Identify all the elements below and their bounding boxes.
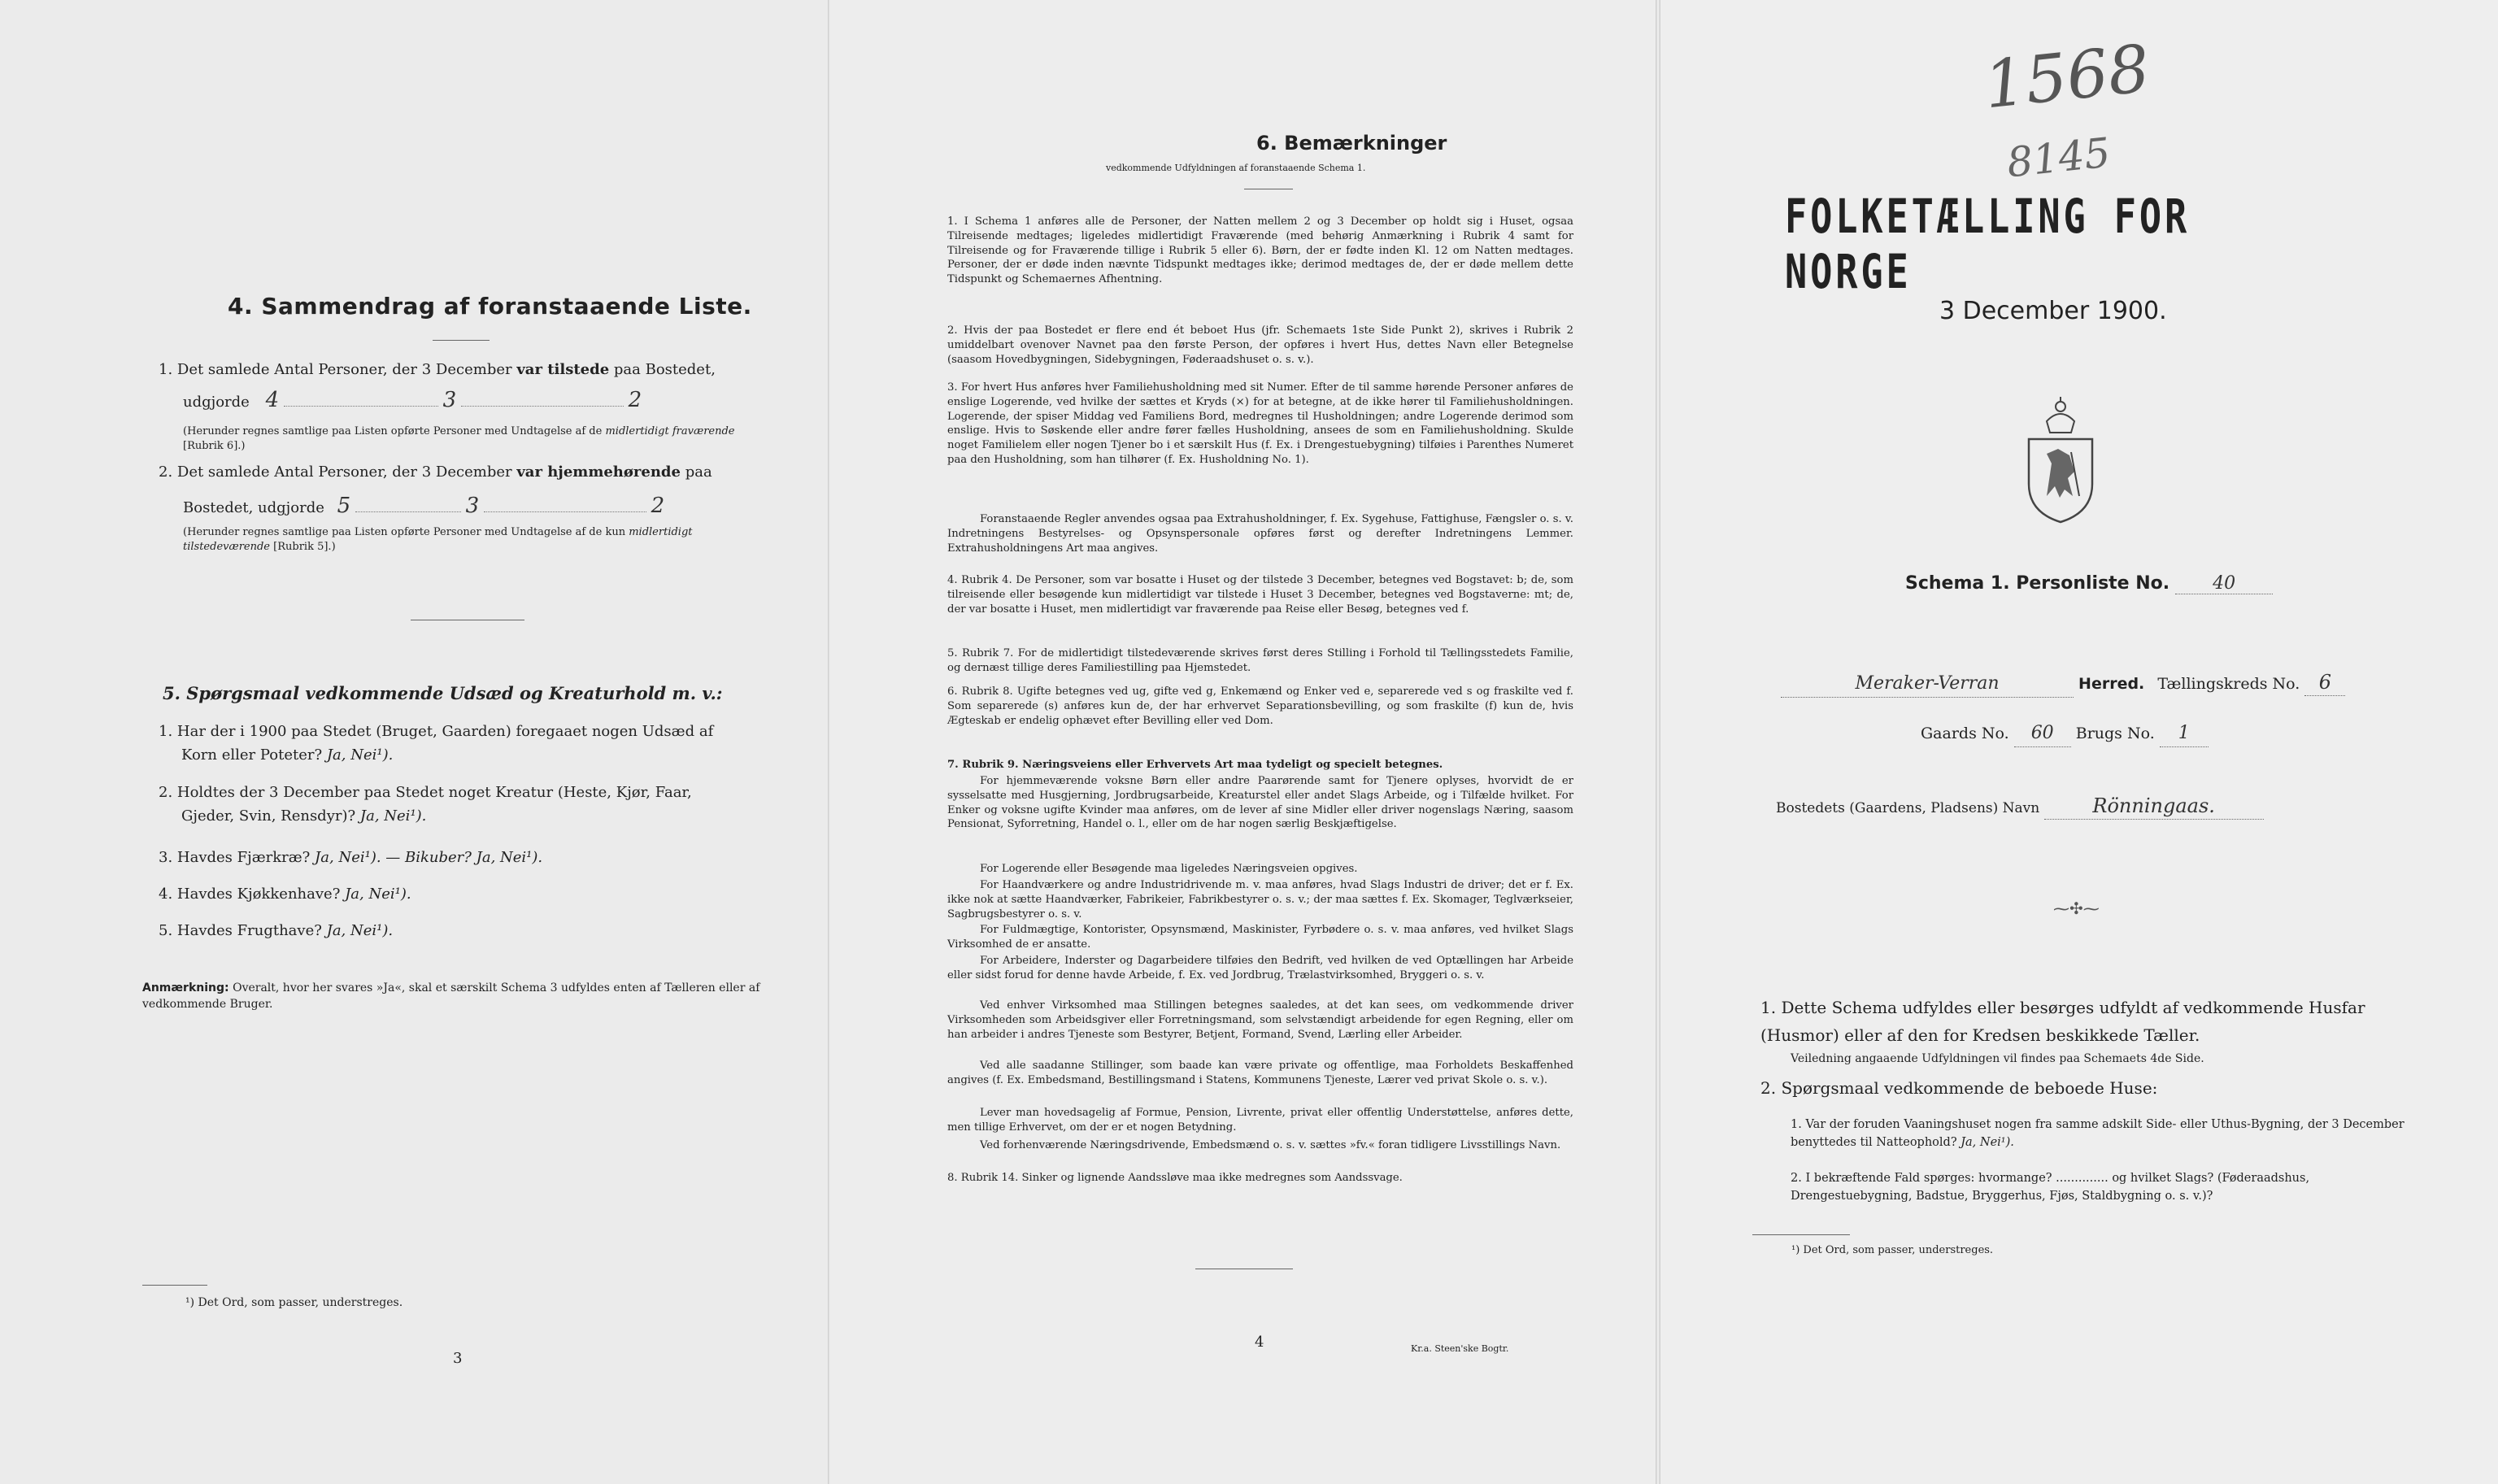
coat-of-arms-icon xyxy=(2022,382,2100,524)
remark-item-8: 8. Rubrik 14. Sinker og lignende Aandssløve maa ikke medregnes som Aandssvage. xyxy=(947,1172,1403,1184)
resident-male-value: 3 xyxy=(465,494,480,518)
herred-row: Meraker-Verran Herred. Tællingskreds No. 6 xyxy=(1781,669,2345,698)
remarks-heading: 6. Bemærkninger xyxy=(1256,132,1447,154)
remark-item-7g: Ved alle saadanne Stillinger, som baade kan være private og offentlige, maa Forholdets Beskaffenhed angives (f. Ex. Embedsmand, Bestillingsmand i Statens, Kommunens Tjeneste, Lærer ved privat Skole o. s. v.). xyxy=(947,1060,1573,1086)
summary-item-2: 2. Det samlede Antal Personer, der 3 December var hjemmehørende paa xyxy=(159,463,712,481)
summary-item-2-values: Bostedet, udgjorde 5 3 2 xyxy=(183,494,665,518)
question-3: 3. Havdes Fjærkræ? Ja, Nei¹). — Bikuber? Ja, Nei¹). xyxy=(159,849,543,866)
summary-heading: 4. Sammendrag af foranstaaende Liste. xyxy=(228,293,752,320)
printer-imprint: Kr.a. Steen'ske Bogtr. xyxy=(1411,1343,1509,1354)
present-total-value: 4 xyxy=(265,388,280,412)
house-question-1: 1. Var der foruden Vaaningshuset nogen fra samme adskilt Side- eller Uthus-Bygning, der 3 December benyttedes til Natteophold? Ja, Nei¹). xyxy=(1791,1118,2404,1149)
krets-value: 6 xyxy=(2304,669,2345,696)
question-1: 1. Har der i 1900 paa Stedet (Bruget, Gaarden) foregaaet nogen Udsæd af Korn eller Poteter? Ja, Nei¹). xyxy=(159,723,714,764)
summary-item-1-note: (Herunder regnes samtlige paa Listen opførte Personer med Undtagelse af de midlertidigt fraværende [Rubrik 6].) xyxy=(183,425,735,452)
middle-page-number: 4 xyxy=(1255,1334,1264,1351)
question-2: 2. Holdtes der 3 December paa Stedet noget Kreatur (Heste, Kjør, Faar, Gjeder, Svin, Rensdyr)? Ja, Nei¹). xyxy=(159,784,692,825)
instruction-1: 1. Dette Schema udfyldes eller besørges udfyldt af vedkommende Husfar (Husmor) eller af den for Kredsen beskikkede Tæller. xyxy=(1760,998,2365,1045)
remark-item-7a: For hjemmeværende voksne Børn eller andre Paarørende samt for Tjenere oplyses, hvorvidt de er sysselsatte med Husgjerning, Jordbrugsarbeide, Kreaturstel eller andet Slags Arbeide, og i Tilfælde hvilket. For Enker og voksne ugifte Kvinder maa anføres, om de lever af sine Midler eller driver nogenslags Næring, saasom Pensionat, Syforretning, Handel o. l., eller om de har nogen særlig Beskjæftigelse. xyxy=(947,775,1573,831)
herred-value: Meraker-Verran xyxy=(1781,671,2074,698)
bosted-value: Rönningaas. xyxy=(2044,793,2264,820)
gaard-row: Gaards No. 60 Brugs No. 1 xyxy=(1921,720,2209,747)
remark-item-7: 7. Rubrik 9. Næringsveiens eller Erhvervets Art maa tydeligt og specielt betegnes. xyxy=(947,759,1443,771)
remark-item-7d: For Fuldmægtige, Kontorister, Opsynsmænd, Maskinister, Fyrbødere o. s. v. maa anføres, ved hvilket Slags Virksomhed de er ansatte. xyxy=(947,924,1573,951)
house-question-2: 2. I bekræftende Fald spørges: hvormange? .............. og hvilket Slags? (Føderaadshus, Drengestuebygning, Badstue, Bryggerhus, Fjøs, Staldbygning o. s. v.)? xyxy=(1791,1172,2310,1203)
right-footnote-rule xyxy=(1752,1234,1850,1235)
heading-rule xyxy=(433,340,490,341)
instruction-1-note: Veiledning angaaende Udfyldningen vil findes paa Schemaets 4de Side. xyxy=(1791,1052,2204,1065)
remark: Anmærkning: Overalt, hvor her svares »Ja«, skal et særskilt Schema 3 udfyldes enten af Tælleren eller af vedkommende Bruger. xyxy=(142,981,760,1011)
footnote-rule xyxy=(142,1285,207,1286)
present-female-value: 2 xyxy=(628,388,642,412)
remark-item-4: 4. Rubrik 4. De Personer, som var bosatte i Huset og der tilstede 3 December, betegnes ved Bogstavet: b; de, som tilreisende eller besøgende kun midlertidigt var tilstede i Huset 3 December, betegnes ved Bogstaverne: mt; de, der var bosatte i Huset, men midlertidigt var fraværende paa Reise eller Besøg, betegnes ved f. xyxy=(947,574,1573,616)
census-date: 3 December 1900. xyxy=(1939,297,2167,325)
resident-female-value: 2 xyxy=(651,494,665,518)
ornament-icon: ⁓✣⁓ xyxy=(2053,899,2100,918)
left-page-number: 3 xyxy=(453,1350,463,1367)
summary-item-2-note: (Herunder regnes samtlige paa Listen opførte Personer med Undtagelse af de kun midlertidigt tilstedeværende [Rubrik 5].) xyxy=(183,526,693,553)
document-title: FOLKETÆLLING FOR NORGE xyxy=(1785,189,2191,299)
archive-number-2: 8145 xyxy=(2004,128,2113,187)
remark-item-2: 2. Hvis der paa Bostedet er flere end ét beboet Hus (jfr. Schemaets 1ste Side Punkt 2), skrives i Rubrik 2 umiddelbart ovenover Navnet paa den første Person, der opføres i hvert Hus, dettes Navn eller Betegnelse (saasom Hovedbygningen, Sidebygningen, Føderaadshuset o. s. v.). xyxy=(947,324,1573,366)
remark-item-6: 6. Rubrik 8. Ugifte betegnes ved ug, gifte ved g, Enkemænd og Enker ved e, separerede ved s og fraskilte ved f. Som separerede (s) anføres kun de, der har erhvervet Separationsbevilling, og som fraskilte (f) kun de, hvis Ægteskab er endelig ophævet efter Bevilling eller ved Dom. xyxy=(947,685,1573,727)
present-male-value: 3 xyxy=(442,388,457,412)
archive-number-1: 1568 xyxy=(1980,30,2153,124)
brugs-value: 1 xyxy=(2160,720,2209,747)
gaards-value: 60 xyxy=(2014,720,2071,747)
livestock-heading: 5. Spørgsmaal vedkommende Udsæd og Kreaturhold m. v.: xyxy=(163,683,723,703)
remark-item-7h: Lever man hovedsagelig af Formue, Pension, Livrente, privat eller offentlig Understøttelse, anføres dette, men tillige Erhvervet, om der er et nogen Betydning. xyxy=(947,1107,1573,1134)
summary-item-1-values: udgjorde 4 3 2 xyxy=(183,388,642,412)
right-footnote: ¹) Det Ord, som passer, understreges. xyxy=(1791,1244,1994,1256)
remark-item-5: 5. Rubrik 7. For de midlertidigt tilstedeværende skrives først deres Stilling i Forhold til Tællingsstedets Familie, og dernæst tillige deres Familiestilling paa Hjemstedet. xyxy=(947,647,1573,674)
question-5: 5. Havdes Frugthave? Ja, Nei¹). xyxy=(159,922,394,939)
question-4: 4. Havdes Kjøkkenhave? Ja, Nei¹). xyxy=(159,886,411,903)
remark-item-1: 1. I Schema 1 anføres alle de Personer, der Natten mellem 2 og 3 December op holdt sig i Huset, ogsaa Tilreisende medtages; ligeledes midlertidigt Fraværende (med behørig Anmærkning i Rubrik 4 samt for Tilreisende og for Fraværende tillige i Rubrik 5 eller 6). Børn, der er fødte inden Kl. 12 om Natten medtages. Personer, der er døde inden nævnte Tidspunkt medtages ikke; derimod medtages de, der er døde mellem dette Tidspunkt og Schemaernes Afhentning. xyxy=(947,215,1573,286)
remarks-subheading: vedkommende Udfyldningen af foranstaaende Schema 1. xyxy=(1106,163,1366,173)
remark-item-3b: Foranstaaende Regler anvendes ogsaa paa Extrahusholdninger, f. Ex. Sygehuse, Fattighuse, Fængsler o. s. v. Indretningens Bestyrelses- og Opsynspersonale opføres først og derefter Indretningens Lemmer. Extrahusholdningens Art maa angives. xyxy=(947,513,1573,555)
resident-total-value: 5 xyxy=(337,494,351,518)
remark-item-7c: For Haandværkere og andre Industridrivende m. v. maa anføres, hvad Slags Industri de driver; det er f. Ex. ikke nok at sætte Haandværker, Fabrikeier, Fabrikbestyrer o. s. v.; der maa sættes f. Ex. Skomager, Teglværkseier, Sagbrugsbestyrer o. s. v. xyxy=(947,879,1573,920)
remark-item-7b: For Logerende eller Besøgende maa ligeledes Næringsveien opgives. xyxy=(980,863,1358,875)
instruction-2: 2. Spørgsmaal vedkommende de beboede Huse: xyxy=(1760,1078,2158,1098)
personliste-number: 40 xyxy=(2175,573,2273,594)
summary-item-1: 1. Det samlede Antal Personer, der 3 December var tilstede paa Bostedet, xyxy=(159,361,716,378)
schema-row: Schema 1. Personliste No. 40 xyxy=(1905,573,2273,594)
remark-item-7i: Ved forhenværende Næringsdrivende, Embedsmænd o. s. v. sættes »fv.« foran tidligere Livsstillings Navn. xyxy=(980,1139,1561,1151)
left-footnote: ¹) Det Ord, som passer, understreges. xyxy=(185,1296,403,1309)
remark-item-7f: Ved enhver Virksomhed maa Stillingen betegnes saaledes, at det kan sees, om vedkommende driver Virksomheden som Arbeidsgiver eller Forretningsmand, som selvstændigt arbeidende for egen Regning, eller om han arbeider i andres Tjeneste som Bestyrer, Betjent, Formand, Svend, Lærling eller Arbeider. xyxy=(947,999,1573,1041)
bosted-row: Bostedets (Gaardens, Pladsens) Navn Rönningaas. xyxy=(1776,793,2264,821)
remark-item-3: 3. For hvert Hus anføres hver Familiehusholdning med sit Numer. Efter de til samme hørende Personer anføres de enslige Logerende, ved hvilke der sættes et Kryds (×) for at betegne, at de ikke hører til Familiehusholdningen. Logerende, der spiser Middag ved Familiens Bord, medregnes til Husholdningen; andre Logerende derimod som enslige. Hvis to Søskende eller andre fører fælles Husholdning, ansees de som en Familiehusholdning. Skulde noget Familielem eller nogen Tjener bo i et særskilt Hus (f. Ex. i Drengestuebygning) tilføies i Parenthes Numeret paa den Husholdning, som han tilhører (f. Ex. Husholdning No. 1). xyxy=(947,381,1573,466)
remark-item-7e: For Arbeidere, Inderster og Dagarbeidere tilføies den Bedrift, ved hvilken de ved Optællingen har Arbeide eller sidst forud for denne havde Arbeide, f. Ex. ved Jordbrug, Trælastvirksomhed, Bryggeri o. s. v. xyxy=(947,955,1573,981)
